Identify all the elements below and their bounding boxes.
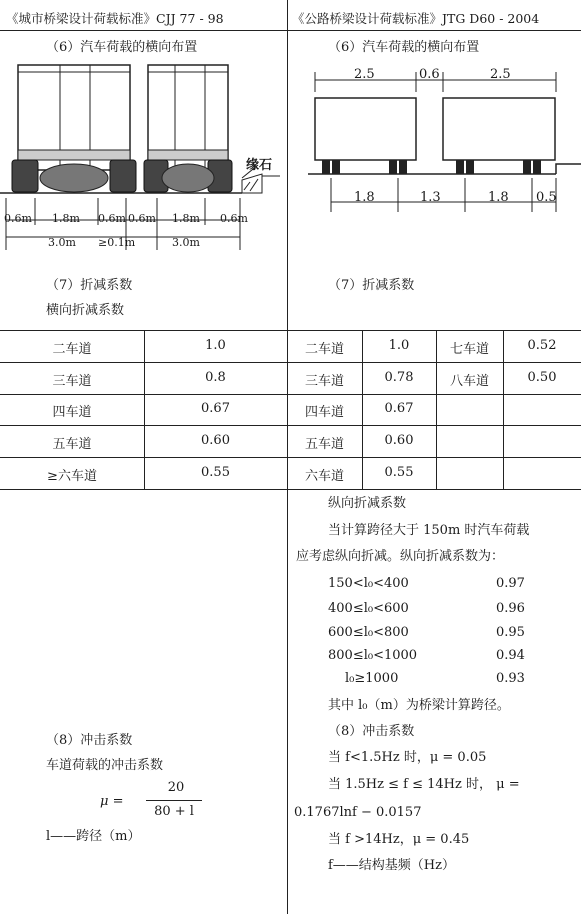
rd-bot-0-5: 0.5 [536, 190, 557, 205]
rd-top-2-5-b: 2.5 [490, 67, 511, 82]
table-top-rule [0, 330, 581, 331]
impact-line-3: 0.1767lnf − 0.0157 [294, 805, 422, 820]
dim-0-6m-b: 0.6m [98, 212, 126, 225]
lt-lane-3: 四车道 [52, 405, 92, 420]
long-value-5: 0.93 [496, 671, 525, 686]
rt-lane1-5: 六车道 [304, 469, 344, 484]
long-value-2: 0.96 [496, 601, 525, 616]
dim-0-6m-a: 0.6m [4, 212, 32, 225]
lt-value-3: 0.67 [201, 401, 230, 416]
right-header: 《公路桥梁设计荷载标准》JTG D60 - 2004 [292, 11, 540, 26]
left-sec8-sub: 车道荷载的冲击系数 [46, 758, 164, 773]
long-para-1: 当计算跨径大于 150m 时汽车荷载 [328, 523, 530, 538]
left-sec6-title: （6）汽车荷载的横向布置 [46, 40, 198, 55]
left-def-l: l——跨径（m） [46, 829, 141, 844]
left-sec7-sub: 横向折减系数 [46, 303, 125, 318]
rt-rule-2 [287, 394, 581, 395]
lt-lane-2: 三车道 [52, 374, 92, 389]
long-range-2: 400≤l₀<600 [328, 601, 409, 616]
dim-1-8m-a: 1.8m [52, 212, 80, 225]
long-range-5: l₀≥1000 [345, 671, 399, 686]
rt-rule-1 [287, 362, 581, 363]
rd-top-2-5-a: 2.5 [354, 67, 375, 82]
formula-denominator: 80 + l [154, 804, 194, 819]
long-note: 其中 l₀（m）为桥梁计算跨径。 [328, 698, 510, 713]
long-para-2: 应考虑纵向折减。纵向折减系数为： [296, 549, 505, 564]
lt-lane-1: 二车道 [52, 342, 92, 357]
right-sec6-title: （6）汽车荷载的横向布置 [328, 40, 480, 55]
rt-lane1-3: 四车道 [304, 405, 344, 420]
long-range-1: 150<l₀<400 [328, 576, 409, 591]
dim-3-0m-b: 3.0m [172, 236, 200, 249]
rt-col-3 [503, 330, 504, 489]
rt-lane2-1: 七车道 [449, 342, 489, 357]
rt-val2-2: 0.50 [527, 370, 557, 385]
lt-value-5: 0.55 [201, 465, 230, 480]
long-value-1: 0.97 [496, 576, 525, 591]
dim-1-8m-b: 1.8m [172, 212, 200, 225]
left-vehicle-diagram [0, 60, 287, 260]
dim-3-0m-a: 3.0m [48, 236, 76, 249]
rt-val1-2: 0.78 [384, 370, 414, 385]
lt-value-4: 0.60 [201, 433, 230, 448]
rt-lane1-1: 二车道 [304, 342, 344, 357]
rt-rule-3 [287, 425, 581, 426]
lt-value-1: 1.0 [205, 338, 226, 353]
lt-value-2: 0.8 [205, 370, 226, 385]
long-range-4: 800≤l₀<1000 [328, 648, 418, 663]
impact-formula [100, 780, 210, 826]
rt-val1-5: 0.55 [384, 465, 414, 480]
rt-lane1-2: 三车道 [304, 374, 344, 389]
dim-0-6m-c: 0.6m [128, 212, 156, 225]
right-sec7-title: （7）折减系数 [328, 278, 415, 293]
impact-line-5: f——结构基频（Hz） [328, 858, 455, 873]
rt-val1-1: 1.0 [388, 338, 410, 353]
rd-bot-1-3: 1.3 [420, 190, 441, 205]
rt-lane1-4: 五车道 [304, 437, 344, 452]
curb-label: 缘石 [246, 158, 273, 173]
impact-line-2: 当 1.5Hz ≤ f ≤ 14Hz 时， μ = [328, 777, 520, 792]
long-value-4: 0.94 [496, 648, 525, 663]
rt-lane2-2: 八车道 [449, 374, 489, 389]
lt-lane-4: 五车道 [52, 437, 92, 452]
formula-bar [146, 800, 202, 801]
lt-lane-5: ≥六车道 [47, 469, 97, 484]
impact-line-4: 当 f >14Hz，μ = 0.45 [328, 832, 470, 847]
rd-top-0-6: 0.6 [419, 67, 440, 82]
table-bottom-rule [0, 489, 581, 490]
left-sec7-title: （7）折减系数 [46, 278, 133, 293]
left-header: 《城市桥梁设计荷载标准》CJJ 77 - 98 [6, 11, 224, 26]
rd-bot-1-8-a: 1.8 [354, 190, 375, 205]
formula-numerator: 20 [167, 780, 185, 795]
rt-val1-3: 0.67 [384, 401, 414, 416]
rt-rule-4 [287, 457, 581, 458]
right-sec8-title: （8）冲击系数 [328, 724, 415, 739]
formula-lhs: μ = [100, 794, 124, 809]
header-rule [0, 30, 581, 31]
rd-bot-1-8-b: 1.8 [488, 190, 509, 205]
long-value-3: 0.95 [496, 625, 525, 640]
rt-val1-4: 0.60 [384, 433, 414, 448]
impact-line-1: 当 f<1.5Hz 时，μ = 0.05 [328, 750, 487, 765]
left-sec8-title: （8）冲击系数 [46, 733, 133, 748]
long-title: 纵向折减系数 [328, 496, 407, 511]
dim-0-6m-d: 0.6m [220, 212, 248, 225]
long-range-3: 600≤l₀<800 [328, 625, 409, 640]
dim-gap: ≥0.1m [98, 236, 136, 249]
rt-val2-1: 0.52 [527, 338, 557, 353]
